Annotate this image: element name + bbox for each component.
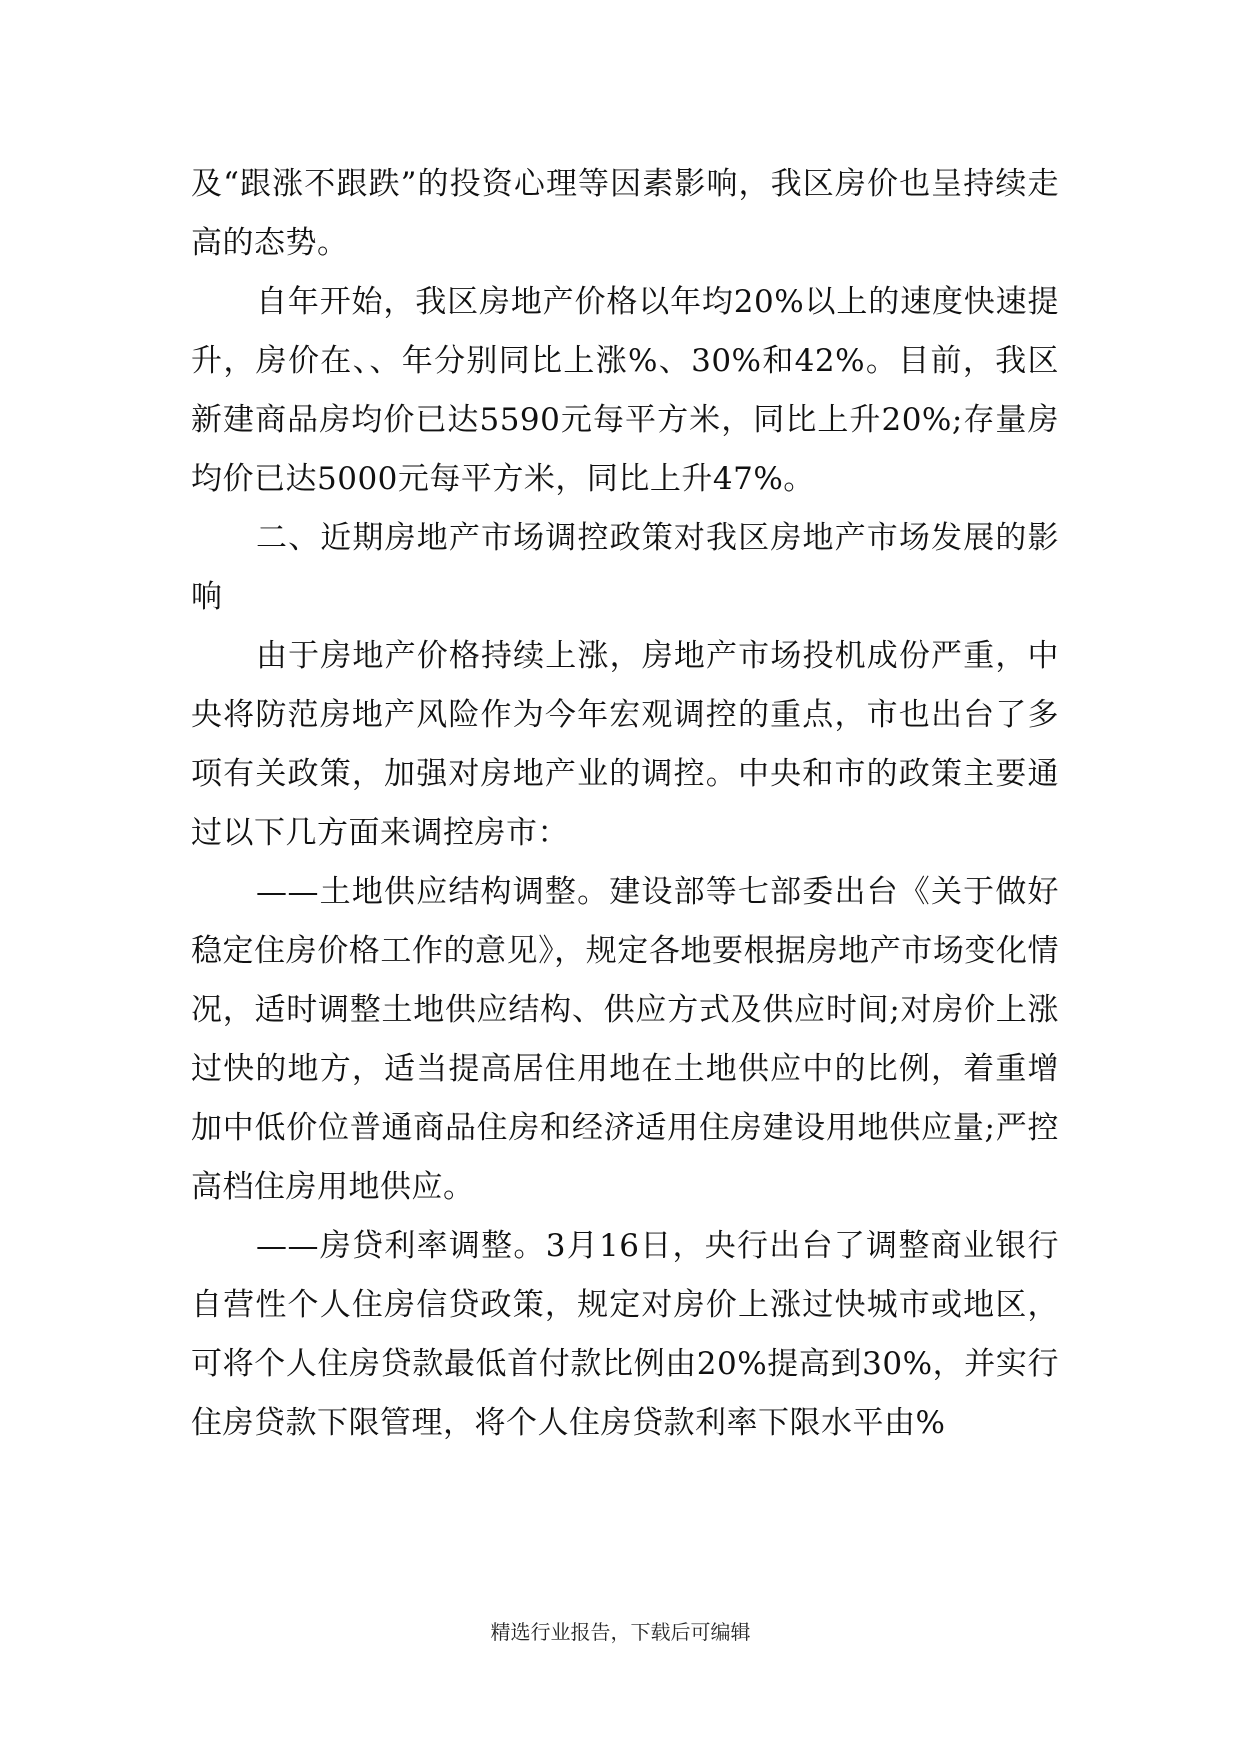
paragraph-policy-intro: 由于房地产价格持续上涨，房地产市场投机成份严重，中央将防范房地产风险作为今年宏观调控的重点，市也出台了多项有关政策，加强对房地产业的调控。中央和市的政策主要通过以下几方面来调控房市： — [191, 638, 1059, 851]
section-heading: 二、近期房地产市场调控政策对我区房地产市场发展的影响 — [191, 520, 1059, 615]
paragraph-land-supply: ——土地供应结构调整。建设部等七部委出台《关于做好稳定住房价格工作的意见》，规定各地要根据房地产市场变化情况，适时调整土地供应结构、供应方式及供应时间;对房价上涨过快的地方，适当提高居住用地在土地供应中的比例，着重增加中低价位普通商品住房和经济适用住房建设用地供应量;严控高档住房用地供应。 — [191, 874, 1059, 1205]
paragraph-continuation: 及“跟涨不跟跌”的投资心理等因素影响，我区房价也呈持续走高的态势。 — [191, 166, 1059, 261]
paragraph-loan-rate: ——房贷利率调整。3月16日，央行出台了调整商业银行自营性个人住房信贷政策，规定对房价上涨过快城市或地区，可将个人住房贷款最低首付款比例由20%提高到30%，并实行住房贷款下限管理，将个人住房贷款利率下限水平由% — [191, 1228, 1059, 1441]
paragraph-price-growth: 自年开始，我区房地产价格以年均20%以上的速度快速提升，房价在、、年分别同比上涨%、30%和42%。目前，我区新建商品房均价已达5590元每平方米，同比上升20%;存量房均价已达5000元每平方米，同比上升47%。 — [191, 284, 1059, 497]
page-footer: 精选行业报告，下载后可编辑 — [490, 1620, 751, 1644]
document-body — [191, 155, 1059, 1453]
